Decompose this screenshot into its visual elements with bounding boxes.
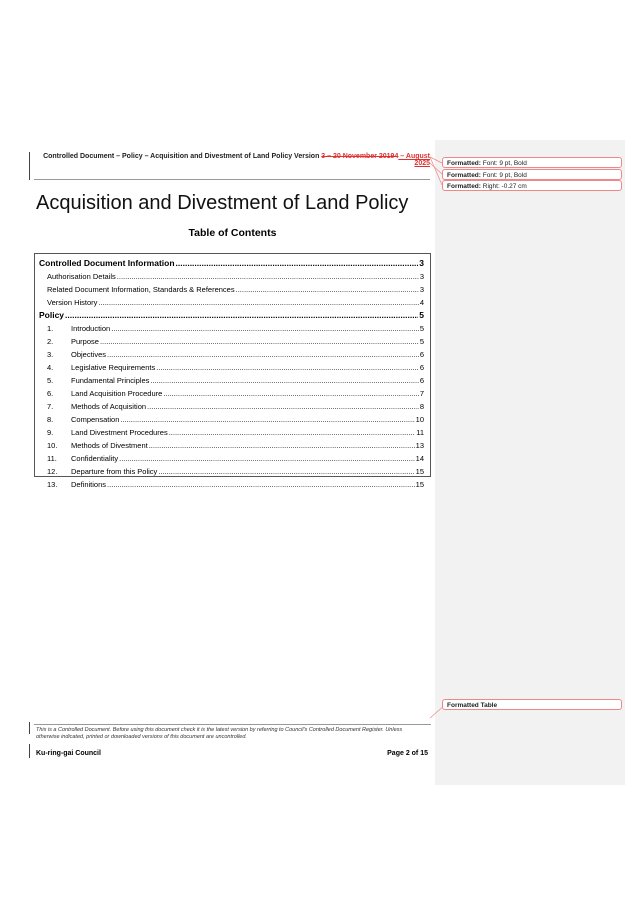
toc-entry[interactable]: [35, 322, 430, 335]
toc-leader: [107, 478, 415, 491]
toc-page: 10: [415, 415, 424, 424]
toc-text: Related Document Information, Standards & References: [47, 285, 235, 294]
toc-number: 8.: [47, 415, 54, 424]
toc-entry[interactable]: [35, 335, 430, 348]
toc-page: 3: [419, 285, 424, 294]
footer-divider: [34, 724, 431, 725]
footer-council: Ku-ring-gai Council: [36, 750, 101, 757]
toc-page: 6: [419, 350, 424, 359]
toc-entry[interactable]: [35, 257, 430, 270]
toc-text: Compensation: [71, 415, 120, 424]
toc-leader: [100, 335, 419, 348]
toc-text: Fundamental Principles: [71, 376, 150, 385]
toc-page: 3: [419, 272, 424, 281]
toc-text: Confidentiality: [71, 454, 119, 463]
toc-number: 13.: [47, 480, 58, 489]
toc-entry[interactable]: [35, 413, 430, 426]
toc-text: Methods of Acquisition: [71, 402, 147, 411]
toc-text: Version History: [47, 298, 98, 307]
toc-leader: [163, 387, 419, 400]
toc-title: Table of Contents: [188, 227, 277, 239]
toc-leader: [119, 452, 415, 465]
toc-leader: [65, 309, 418, 322]
toc-leader: [149, 439, 415, 452]
toc-number: 3.: [47, 350, 54, 359]
toc-page: 6: [419, 376, 424, 385]
toc-entry[interactable]: [35, 309, 430, 322]
toc-text: Legislative Requirements: [71, 363, 156, 372]
toc-number: 12.: [47, 467, 58, 476]
toc-entry[interactable]: [35, 361, 430, 374]
toc-text: Land Acquisition Procedure: [71, 389, 163, 398]
toc-number: 4.: [47, 363, 54, 372]
toc-leader: [150, 374, 418, 387]
toc-page: 14: [415, 454, 424, 463]
comment-balloon[interactable]: Formatted: Right: -0.27 cm: [442, 180, 622, 191]
toc-number: 2.: [47, 337, 54, 346]
toc-entry[interactable]: [35, 452, 430, 465]
toc-leader: [98, 296, 418, 309]
toc-entry[interactable]: [35, 296, 430, 309]
toc-text: Policy: [39, 310, 65, 320]
toc-entry[interactable]: [35, 374, 430, 387]
toc-number: 9.: [47, 428, 54, 437]
toc-number: 7.: [47, 402, 54, 411]
toc-text: Land Divestment Procedures: [71, 428, 168, 437]
comment-balloon[interactable]: Formatted Table: [442, 699, 622, 710]
toc-leader: [111, 322, 419, 335]
toc-page: 11: [416, 428, 424, 437]
toc-number: 1.: [47, 324, 54, 333]
page-title: Acquisition and Divestment of Land Policy: [36, 192, 409, 214]
toc-text: Introduction: [71, 324, 111, 333]
toc-page: 5: [419, 310, 424, 320]
toc-number: 10.: [47, 441, 58, 450]
comment-balloon[interactable]: Formatted: Font: 9 pt, Bold: [442, 169, 622, 180]
toc-entry[interactable]: [35, 270, 430, 283]
toc-page: 8: [419, 402, 424, 411]
toc-entry[interactable]: [35, 426, 430, 439]
toc-text: Definitions: [71, 480, 107, 489]
toc-entry[interactable]: [35, 400, 430, 413]
toc-leader: [169, 426, 415, 439]
toc-page: 3: [419, 258, 424, 268]
footer-page-number: Page 2 of 15: [387, 750, 428, 757]
toc-entry[interactable]: [35, 465, 430, 478]
toc-page: 7: [419, 389, 424, 398]
toc-leader: [147, 400, 419, 413]
toc-text: Methods of Divestment: [71, 441, 148, 450]
toc-page: 5: [419, 337, 424, 346]
toc-text: Controlled Document Information: [39, 258, 175, 268]
toc-entry[interactable]: [35, 387, 430, 400]
toc-leader: [117, 270, 419, 283]
toc-text: Purpose: [71, 337, 99, 346]
table-of-contents: [34, 253, 431, 489]
toc-entry[interactable]: [35, 478, 430, 491]
toc-text: Authorisation Details: [47, 272, 116, 281]
toc-page: 15: [415, 480, 424, 489]
toc-entry[interactable]: [35, 283, 430, 296]
toc-text: Objectives: [71, 350, 107, 359]
toc-leader: [156, 361, 419, 374]
toc-page: 5: [419, 324, 424, 333]
header-text: Controlled Document – Policy – Acquisition and Divestment of Land Policy Version: [43, 153, 322, 160]
toc-page: 15: [415, 467, 424, 476]
toc-page: 13: [415, 441, 424, 450]
toc-number: 5.: [47, 376, 54, 385]
deleted-text: 3 – 20 November 20194: [321, 153, 399, 160]
inserted-text: – August: [398, 153, 430, 160]
toc-leader: [236, 283, 419, 296]
toc-leader: [107, 348, 419, 361]
toc-number: 6.: [47, 389, 54, 398]
comment-balloon[interactable]: Formatted: Font: 9 pt, Bold: [442, 157, 622, 168]
toc-text: Departure from this Policy: [71, 467, 158, 476]
toc-page: 6: [419, 363, 424, 372]
toc-entry[interactable]: [35, 439, 430, 452]
toc-leader: [158, 465, 414, 478]
footer-disclaimer: This is a Controlled Document. Before using this document check it is the latest version by referring to Council's Controlled Document Register. Unless otherwise indicated, printed or downloaded versions of this document are uncontrolled.: [36, 727, 403, 740]
toc-leader: [176, 257, 419, 270]
toc-entry[interactable]: [35, 348, 430, 361]
toc-number: 11.: [47, 454, 57, 463]
inserted-text: 2025: [414, 160, 430, 167]
toc-page: 4: [419, 298, 424, 307]
toc-leader: [120, 413, 414, 426]
